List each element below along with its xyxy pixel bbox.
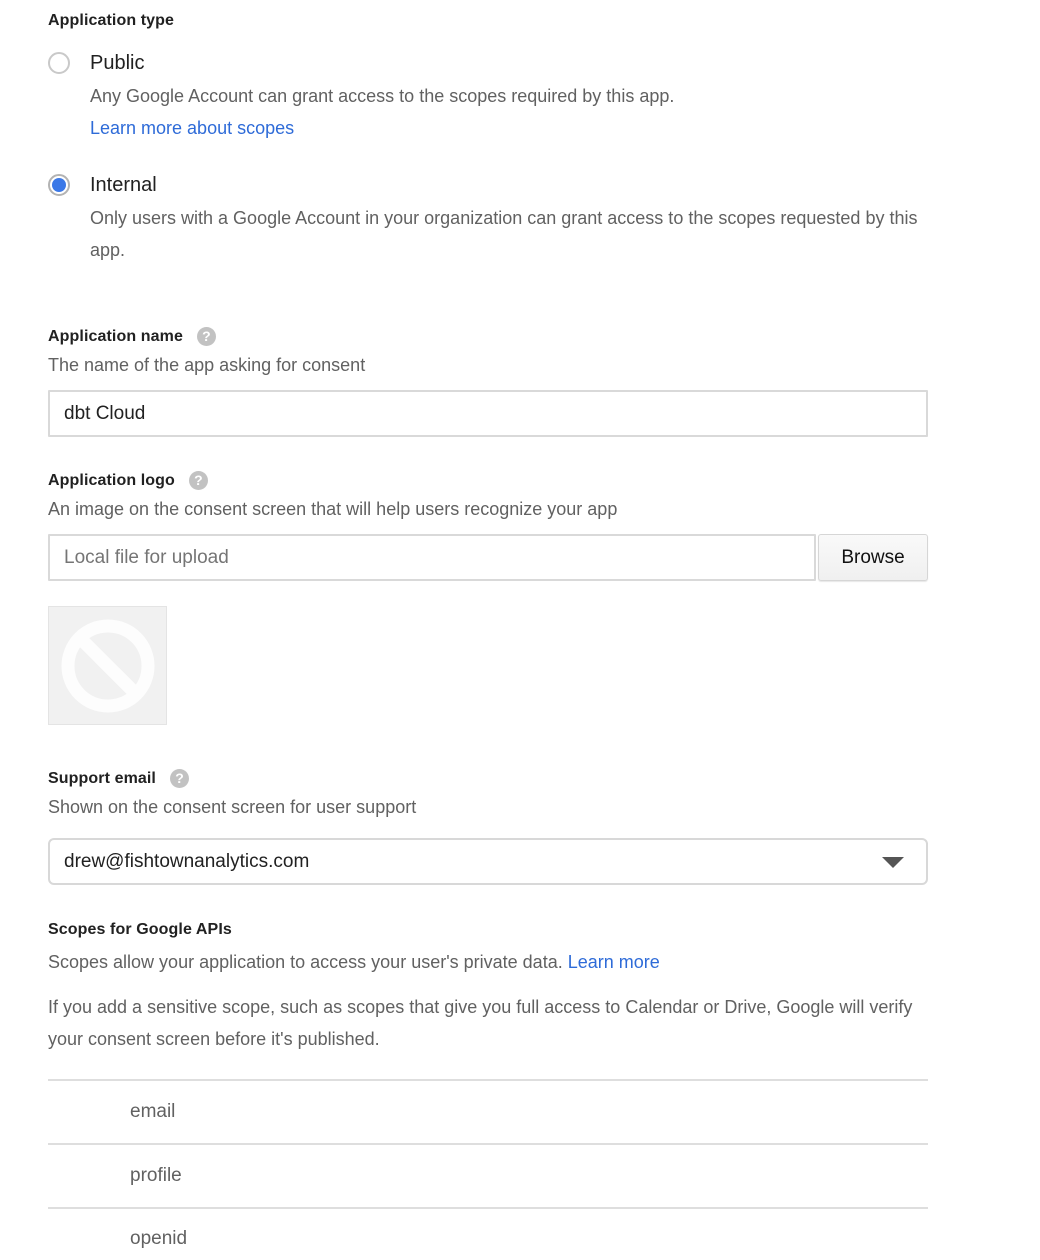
application-name-description: The name of the app asking for consent xyxy=(48,355,366,375)
scope-row-email xyxy=(48,1079,928,1143)
public-radio-label[interactable]: Public xyxy=(90,52,145,74)
public-option-description: Any Google Account can grant access to the scopes required by this app. xyxy=(90,86,675,106)
application-name-section xyxy=(48,327,928,437)
scopes-heading: Scopes for Google APIs xyxy=(48,921,232,938)
application-type-heading: Application type xyxy=(48,12,175,29)
internal-radio-label[interactable]: Internal xyxy=(90,174,157,196)
application-logo-section xyxy=(48,471,928,725)
public-radio-button[interactable] xyxy=(48,52,70,74)
support-email-heading: Support email xyxy=(48,769,156,787)
help-icon[interactable]: ? xyxy=(189,471,208,490)
dropdown-caret-icon xyxy=(882,857,904,868)
no-logo-placeholder-icon xyxy=(60,618,156,714)
internal-radio-button[interactable] xyxy=(48,174,70,196)
logo-file-input[interactable] xyxy=(48,534,816,581)
scopes-description: Scopes allow your application to access your user's private data. Learn more xyxy=(48,952,660,972)
help-icon[interactable]: ? xyxy=(197,327,216,346)
support-email-selected-value: drew@fishtownanalytics.com xyxy=(64,850,310,872)
scopes-sensitive-note: If you add a sensitive scope, such as scopes that give you full access to Calendar or Drive, Google will verify your consent screen before it's published. xyxy=(48,997,913,1049)
logo-preview-box xyxy=(48,606,167,725)
scopes-table xyxy=(48,1079,928,1260)
application-type-option-public xyxy=(48,51,928,144)
internal-option-description: Only users with a Google Account in your organization can grant access to the scopes requested by this app. xyxy=(90,208,918,260)
browse-button[interactable]: Browse xyxy=(818,534,928,581)
scopes-learn-more-link[interactable]: Learn more xyxy=(567,952,660,972)
application-logo-description: An image on the consent screen that will help users recognize your app xyxy=(48,499,618,519)
learn-more-about-scopes-link[interactable]: Learn more about scopes xyxy=(90,118,295,138)
application-type-radio-group xyxy=(48,51,928,266)
application-type-section xyxy=(48,12,928,266)
help-icon[interactable]: ? xyxy=(170,769,189,788)
scope-name: openid xyxy=(130,1228,188,1249)
support-email-description: Shown on the consent screen for user support xyxy=(48,797,417,817)
application-logo-heading: Application logo xyxy=(48,471,175,489)
scopes-section xyxy=(48,921,928,1260)
scope-row-openid xyxy=(48,1207,928,1260)
radio-dot xyxy=(52,178,66,192)
support-email-section xyxy=(48,769,928,885)
scope-row-profile xyxy=(48,1143,928,1207)
logo-upload-row xyxy=(48,534,928,581)
application-name-heading: Application name xyxy=(48,327,183,345)
application-name-input[interactable] xyxy=(48,390,928,437)
scope-name: profile xyxy=(130,1165,182,1186)
application-type-option-internal xyxy=(48,173,928,266)
scope-name: email xyxy=(130,1101,176,1122)
support-email-select[interactable] xyxy=(48,838,928,885)
